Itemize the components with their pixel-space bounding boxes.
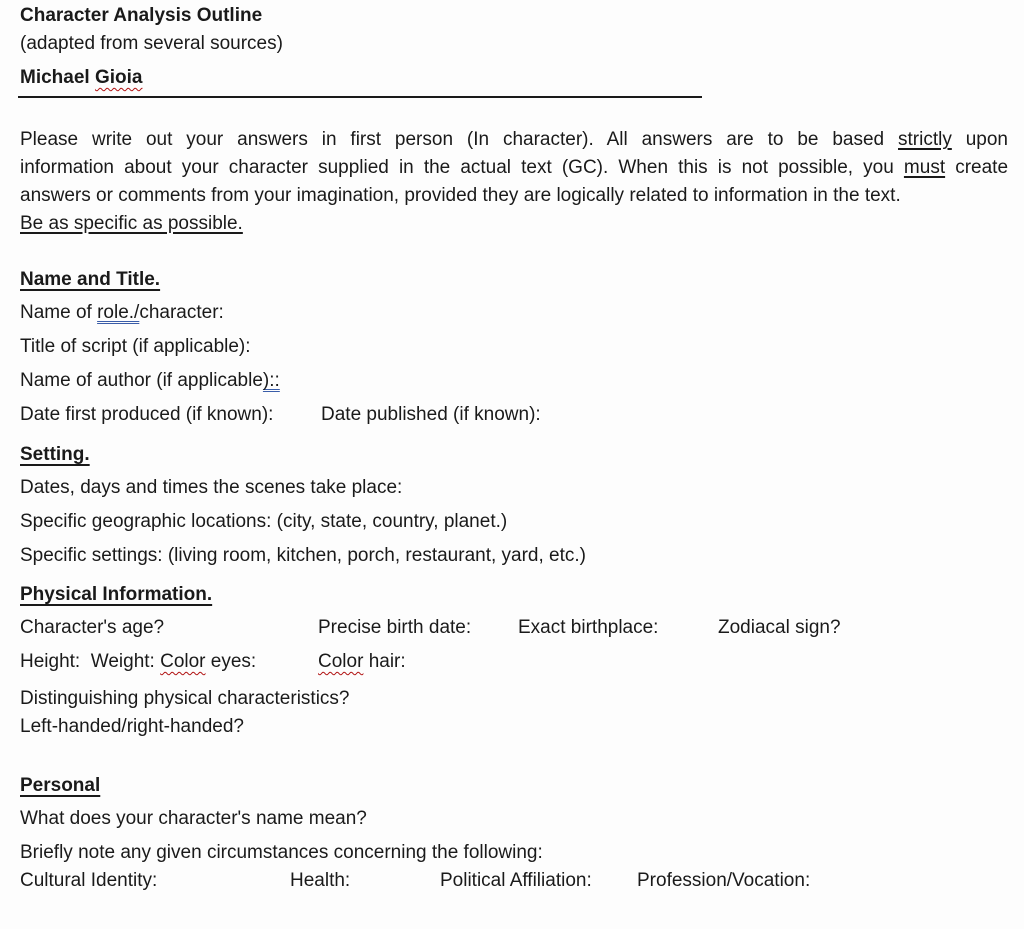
exact-birthplace-label: Exact birthplace:	[518, 617, 659, 638]
intro-line-2	[20, 154, 1008, 182]
handedness-line: Left-handed/right-handed?	[20, 716, 244, 737]
intro-line-1-end: upon	[965, 129, 1008, 150]
section-heading-name-and-title: Name and Title.	[20, 269, 161, 290]
intro-line-2-text: information about your character supplied in the actual text (GC). When this is not possible, you	[20, 157, 894, 178]
profession-vocation-label: Profession/Vocation:	[637, 870, 811, 891]
title-of-script-line: Title of script (if applicable):	[20, 336, 251, 357]
date-first-produced-label: Date first produced (if known):	[20, 404, 274, 425]
section-heading-setting: Setting.	[20, 444, 90, 465]
be-specific-underlined: Be as specific as possible.	[20, 213, 243, 234]
setting-geographic-line: Specific geographic locations: (city, state, country, planet.)	[20, 511, 508, 532]
name-of-author-line	[20, 367, 1008, 395]
intro-line-4	[20, 210, 1008, 238]
color-eyes-spellcheck-flag: Color	[160, 651, 206, 672]
color-hair-group	[318, 648, 406, 676]
author-grammar-flag: )::	[262, 370, 280, 391]
author-last-name-misspelled: Gioia	[94, 67, 143, 88]
setting-settings-line: Specific settings: (living room, kitchen, porch, restaurant, yard, etc.)	[20, 545, 587, 566]
color-hair-spellcheck-flag: Color	[318, 651, 364, 672]
physical-row-2	[20, 648, 1008, 676]
date-published-label: Date published (if known):	[321, 404, 541, 425]
height-weight-color-eyes-group	[20, 648, 256, 676]
intro-line-2-end: create	[955, 157, 1009, 178]
personal-row	[20, 867, 1008, 895]
cultural-identity-label: Cultural Identity:	[20, 870, 158, 891]
document-subtitle: (adapted from several sources)	[20, 33, 283, 54]
name-of-role-post: character:	[139, 302, 224, 323]
distinguishing-characteristics-line: Distinguishing physical characteristics?	[20, 688, 350, 709]
name-of-author-pre: Name of author (if applicable	[20, 370, 263, 391]
horizontal-rule	[18, 96, 702, 98]
height-weight-label: Height: Weight:	[20, 651, 155, 672]
setting-dates-line: Dates, days and times the scenes take place:	[20, 477, 403, 498]
health-label: Health:	[290, 870, 351, 891]
character-age-label: Character's age?	[20, 617, 165, 638]
zodiacal-sign-label: Zodiacal sign?	[718, 617, 841, 638]
dates-row	[20, 401, 1008, 429]
name-of-role-pre: Name of	[20, 302, 92, 323]
intro-paragraph	[20, 126, 1008, 238]
author-first-name: Michael	[20, 67, 90, 88]
document-title: Character Analysis Outline	[20, 5, 263, 26]
section-heading-personal: Personal	[20, 775, 101, 796]
eyes-label: eyes:	[210, 651, 257, 672]
precise-birth-date-label: Precise birth date:	[318, 617, 472, 638]
name-of-role-line	[20, 299, 1008, 327]
physical-row-1	[20, 614, 1008, 642]
hair-label: hair:	[368, 651, 406, 672]
political-affiliation-label: Political Affiliation:	[440, 870, 592, 891]
intro-must-underlined: must	[903, 157, 946, 178]
intro-strictly-underlined: strictly	[898, 129, 952, 150]
name-meaning-line: What does your character's name mean?	[20, 808, 367, 829]
intro-line-1	[20, 126, 1008, 154]
intro-line-1-text: Please write out your answers in first person (In character). All answers are to be based	[20, 129, 885, 150]
role-grammar-flag: role./	[97, 302, 140, 323]
circumstances-line: Briefly note any given circumstances concerning the following:	[20, 842, 543, 863]
section-heading-physical-information: Physical Information.	[20, 584, 213, 605]
intro-line-3: answers or comments from your imagination, provided they are logically related to information in the text.	[20, 185, 901, 206]
author-name	[20, 64, 1008, 92]
